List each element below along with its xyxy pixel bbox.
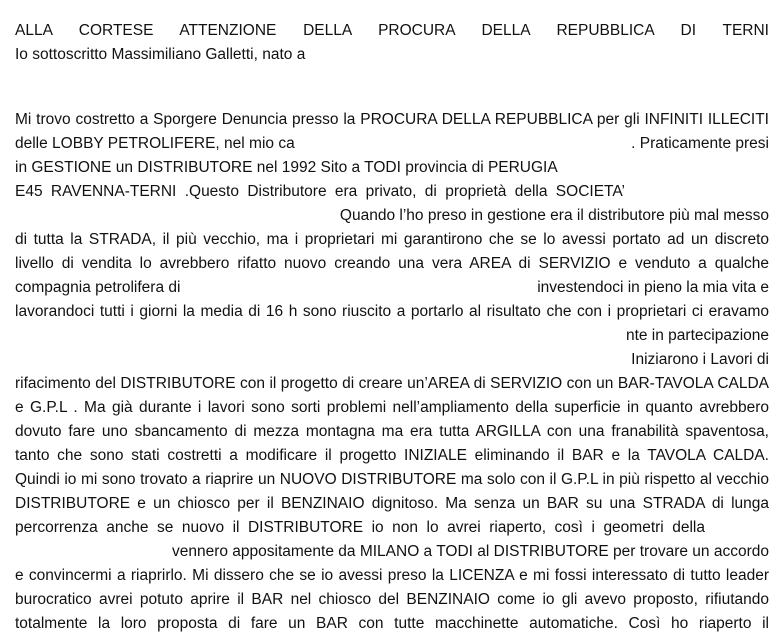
text-line: dovuto fare uno sbancamento di mezza montagna ma era tutta ARGILLA con una franabilità spaventosa, — [15, 423, 769, 440]
text-line: e convincermi a riaprirlo. Mi dissero che se io avessi preso la LICENZA e mi fossi interessato di tutto leader — [15, 567, 769, 584]
text-line: di tutta la STRADA, il più vecchio, ma i proprietari mi garantirono che se lo avessi portato ad un discreto — [15, 231, 769, 248]
text-line: in GESTIONE un DISTRIBUTORE nel 1992 Sito a TODI provincia di PERUGIA — [15, 159, 558, 176]
text-line: rifacimento del DISTRIBUTORE con il progetto di creare un’AREA di SERVIZIO con un BAR-TAVOLA CALDA — [15, 375, 769, 392]
text-line: tanto che sono stati costretti a modificare il progetto INIZIALE eliminando il BAR e la TAVOLA CALDA. — [15, 447, 769, 464]
text-line: DISTRIBUTORE e un chiosco per il BENZINAIO dignitoso. Ma senza un BAR su una STRADA di lunga — [15, 495, 769, 512]
text-line: Mi trovo costretto a Sporgere Denuncia presso la PROCURA DELLA REPUBBLICA per gli INFINITI ILLECITI — [15, 111, 769, 128]
text-line — [15, 205, 769, 227]
text-line: e G.P.L . Ma già durante i lavori sono sorti problemi nell’ampliamento della superficie in quanto avrebbero — [15, 399, 769, 416]
text-fragment: compagnia petrolifera di — [15, 279, 181, 296]
text-line: burocratico avrei potuto aprire il BAR nel chiosco del BENZINAIO come io gli avevo proposto, rifiutando — [15, 591, 769, 608]
text-fragment: . Praticamente presi — [631, 135, 769, 152]
text-fragment: investendoci in pieno la mia vita e — [537, 279, 769, 296]
text-line — [15, 277, 769, 299]
text-line: Quindi io mi sono trovato a riaprire un NUOVO DISTRIBUTORE ma solo con il G.P.L in più rispetto al vecchio — [15, 471, 769, 488]
text-fragment: vennero appositamente da MILANO a TODI al DISTRIBUTORE per trovare un accordo — [171, 543, 769, 560]
text-line — [15, 181, 769, 203]
text-line: Io sottoscritto Massimiliano Galletti, nato a — [15, 46, 306, 63]
text-line: totalmente la loro proposta di fare un BAR con tutte macchinette automatiche. Così ho riaperto il — [15, 615, 769, 632]
text-line: lavorandoci tutti i giorni la media di 16 h sono riuscito a portarlo al risultato che con i proprietari ci eravamo — [15, 303, 769, 320]
text-fragment: percorrenza anche se nuovo il DISTRIBUTORE io non lo avrei riaperto, così i geometri della — [15, 519, 705, 536]
text-line — [15, 541, 769, 563]
text-fragment: Iniziarono i Lavori di — [631, 351, 769, 368]
document-heading: ALLA CORTESE ATTENZIONE DELLA PROCURA DELLA REPUBBLICA DI TERNI — [15, 22, 769, 39]
text-fragment: nte in partecipazione — [625, 327, 769, 344]
text-line — [15, 349, 769, 371]
text-fragment: E45 RAVENNA-TERNI .Questo Distributore era privato, di proprietà della SOCIETA’ — [15, 183, 625, 200]
text-fragment: Quando l’ho preso in gestione era il distributore più mal messo — [339, 207, 769, 224]
text-line — [15, 133, 769, 155]
text-line — [15, 325, 769, 347]
text-fragment: delle LOBBY PETROLIFERE, nel mio ca — [15, 135, 295, 152]
text-line — [15, 517, 769, 539]
text-line: livello di vendita lo avrebbero rifatto nuovo creando una vera AREA di SERVIZIO e venduto a qualche — [15, 255, 769, 272]
